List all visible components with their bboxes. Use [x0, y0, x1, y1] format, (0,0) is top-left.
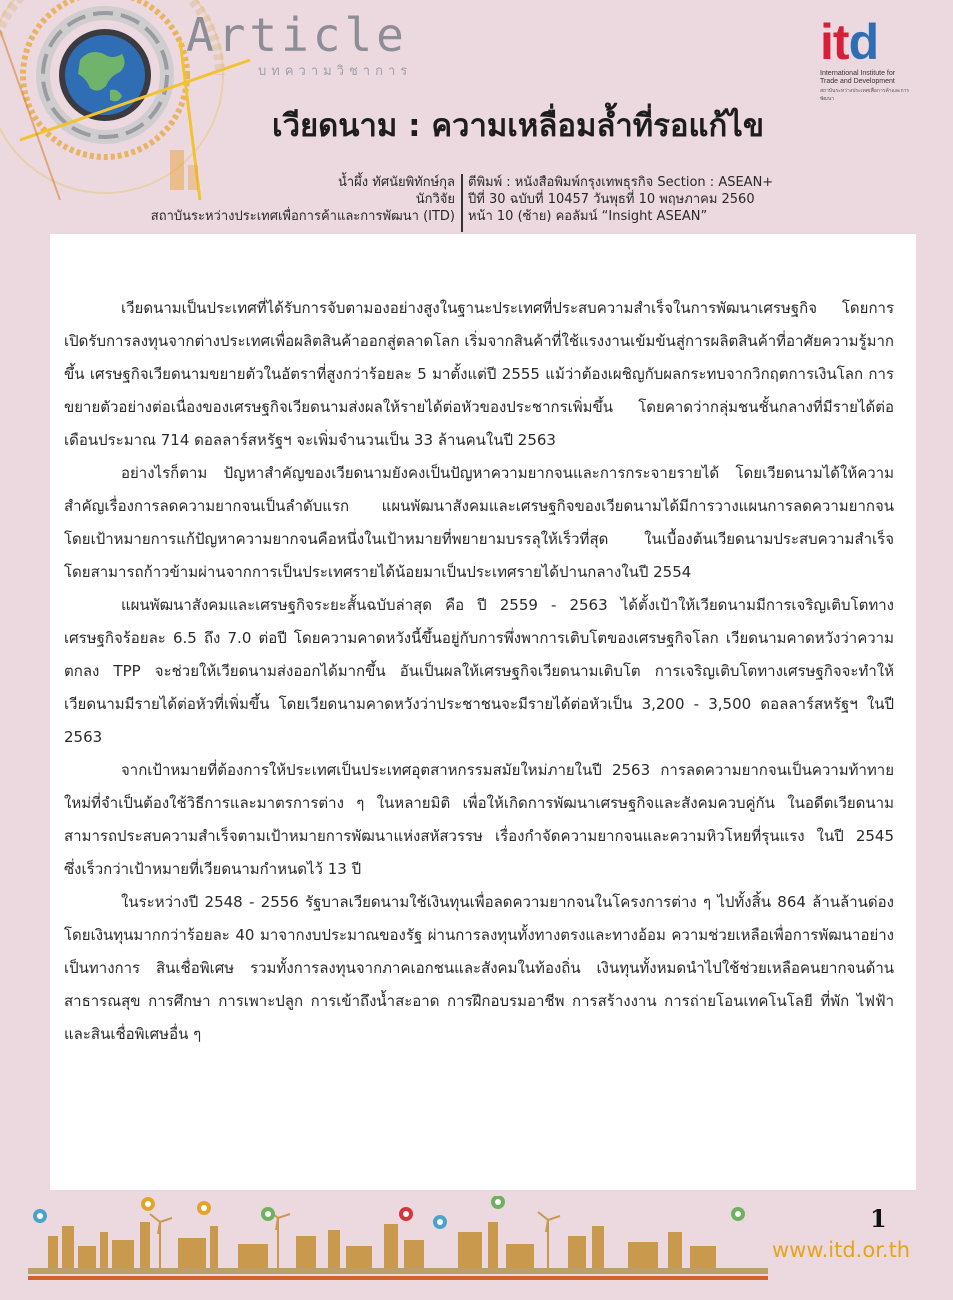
logo-letter-i: i	[820, 14, 833, 70]
paragraph-3: แผนพัฒนาสังคมและเศรษฐกิจระยะสั้นฉบับล่าสุด คือ ปี 2559 - 2563 ได้ตั้งเป้าให้เวียดนามมีการเจริญเติบโตทางเศรษฐกิจร้อยละ 6.5 ถึง 7.0 ต่อปี โดยความคาดหวังนี้ขึ้นอยู่กับการพึ่งพาการเติบโตของเศรษฐกิจโลก เวียดนามคาดหวังว่าความตกลง TPP จะช่วยให้เวียดนามส่งออกได้มากขึ้น อันเป็นผลให้เศรษฐกิจเวียดนามเติบโต การเจริญเติบโตทางเศรษฐกิจจะทำให้เวียดนามมีรายได้ต่อหัวที่เพิ่มขึ้น โดยเวียดนามคาดหวังว่าประชาชนจะมีรายได้ต่อหัวเป็น 3,200 - 3,500 ดอลลาร์สหรัฐฯ ในปี 2563	[64, 596, 894, 746]
article-subheading: บทความวิชาการ	[258, 64, 413, 79]
article-title: เวียดนาม : ความเหลื่อมล้ำที่รอแก้ไข	[272, 108, 765, 144]
article-heading: Article	[186, 8, 408, 62]
author-byline	[55, 174, 455, 225]
publication-info	[468, 174, 908, 225]
itd-logo	[820, 14, 920, 103]
byline-divider	[461, 174, 463, 232]
paragraph-1: เวียดนามเป็นประเทศที่ได้รับการจับตามองอย่างสูงในฐานะประเทศที่ประสบความสำเร็จในการพัฒนาเศรษฐกิจ โดยการเปิดรับการลงทุนจากต่างประเทศเพื่อผลิตสินค้าออกสู่ตลาดโลก เริ่มจากสินค้าที่ใช้แรงงานเข้มข้นสู่การผลิตสินค้าที่อาศัยความรู้มากขึ้น เศรษฐกิจเวียดนามขยายตัวในอัตราที่สูงกว่าร้อยละ 5 มาตั้งแต่ปี 2555 แม้ว่าต้องเผชิญกับผลกระทบจากวิกฤตการเงินโลก การขยายตัวอย่างต่อเนื่องของเศรษฐกิจเวียดนามส่งผลให้รายได้ต่อหัวของประชากรเพิ่มขึ้น โดยคาดว่ากลุ่มชนชั้นกลางที่มีรายได้ต่อเดือนประมาณ 714 ดอลลาร์สหรัฐฯ จะเพิ่มจำนวนเป็น 33 ล้านคนในปี 2563	[64, 299, 894, 449]
publication-line-2: ปีที่ 30 ฉบับที่ 10457 วันพุธที่ 10 พฤษภาคม 2560	[468, 192, 755, 207]
author-name: น้ำผึ้ง ทัศนัยพิทักษ์กุล	[337, 175, 455, 190]
logo-letter-t: t	[832, 14, 849, 70]
author-organization: สถาบันระหว่างประเทศเพื่อการค้าและการพัฒนา (ITD)	[150, 209, 455, 224]
logo-line-3: สถาบันระหว่างประเทศเพื่อการค้าและการพัฒนา	[820, 88, 910, 102]
logo-line-2: Trade and Development	[820, 78, 895, 85]
paragraph-4: จากเป้าหมายที่ต้องการให้ประเทศเป็นประเทศอุตสาหกรรมสมัยใหม่ภายในปี 2563 การลดความยากจนเป็นความท้าทายใหม่ที่จำเป็นต้องใช้วิธีการและมาตรการต่าง ๆ ในหลายมิติ เพื่อให้เกิดการพัฒนาเศรษฐกิจและสังคมควบคู่กัน ในอดีตเวียดนามสามารถประสบความสำเร็จตามเป้าหมายการพัฒนาแห่งสหัสวรรษ เรื่องกำจัดความยากจนและความหิวโหยที่รุนแรง ในปี 2545 ซึ่งเร็วกว่าเป้าหมายที่เวียดนามกำหนดไว้ 13 ปี	[64, 761, 894, 878]
paragraph-2: อย่างไรก็ตาม ปัญหาสำคัญของเวียดนามยังคงเป็นปัญหาความยากจนและการกระจายรายได้ โดยเวียดนามได้ให้ความสำคัญเรื่องการลดความยากจนเป็นลำดับแรก แผนพัฒนาสังคมและเศรษฐกิจของเวียดนามได้มีการวางแผนการลดความยากจน โดยเป้าหมายการแก้ปัญหาความยากจนคือหนึ่งในเป้าหมายที่พยายามบรรลุให้เร็วที่สุด ในเบื้องต้นเวียดนามประสบความสำเร็จ โดยสามารถก้าวข้ามผ่านจากการเป็นประเทศรายได้น้อยมาเป็นประเทศรายได้ปานกลางในปี 2554	[64, 464, 894, 581]
page-number: 1	[870, 1204, 887, 1233]
website-url[interactable]: www.itd.or.th	[772, 1238, 911, 1262]
author-position: นักวิจัย	[415, 192, 455, 207]
city-skyline-illustration	[28, 1196, 768, 1286]
itd-logo-mark	[820, 14, 920, 70]
article-content-panel	[50, 234, 916, 1190]
publication-line-1: ตีพิมพ์ : หนังสือพิมพ์กรุงเทพธุรกิจ Section : ASEAN+	[468, 175, 774, 190]
logo-line-1: International Institute for	[820, 70, 896, 77]
logo-letter-d: d	[848, 14, 879, 70]
article-body	[64, 292, 894, 1051]
paragraph-5: ในระหว่างปี 2548 - 2556 รัฐบาลเวียดนามใช้เงินทุนเพื่อลดความยากจนในโครงการต่าง ๆ ไปทั้งสิ้น 864 ล้านล้านด่อง โดยเงินทุนมากกว่าร้อยละ 40 มาจากงบประมาณของรัฐ ผ่านการลงทุนทั้งทางตรงและทางอ้อม ความช่วยเหลือเพื่อการพัฒนาอย่างเป็นทางการ สินเชื่อพิเศษ รวมทั้งการลงทุนจากภาคเอกชนและสังคมในท้องถิ่น เงินทุนทั้งหมดนำไปใช้ช่วยเหลือคนยากจนด้านสาธารณสุข การศึกษา การเพาะปลูก การเข้าถึงน้ำสะอาด การฝึกอบรมอาชีพ การสร้างงาน การถ่ายโอนเทคโนโลยี ที่พัก ไฟฟ้า และสินเชื่อพิเศษอื่น ๆ	[64, 893, 894, 1043]
publication-line-3: หน้า 10 (ซ้าย) คอลัมน์ “Insight ASEAN”	[468, 209, 708, 224]
